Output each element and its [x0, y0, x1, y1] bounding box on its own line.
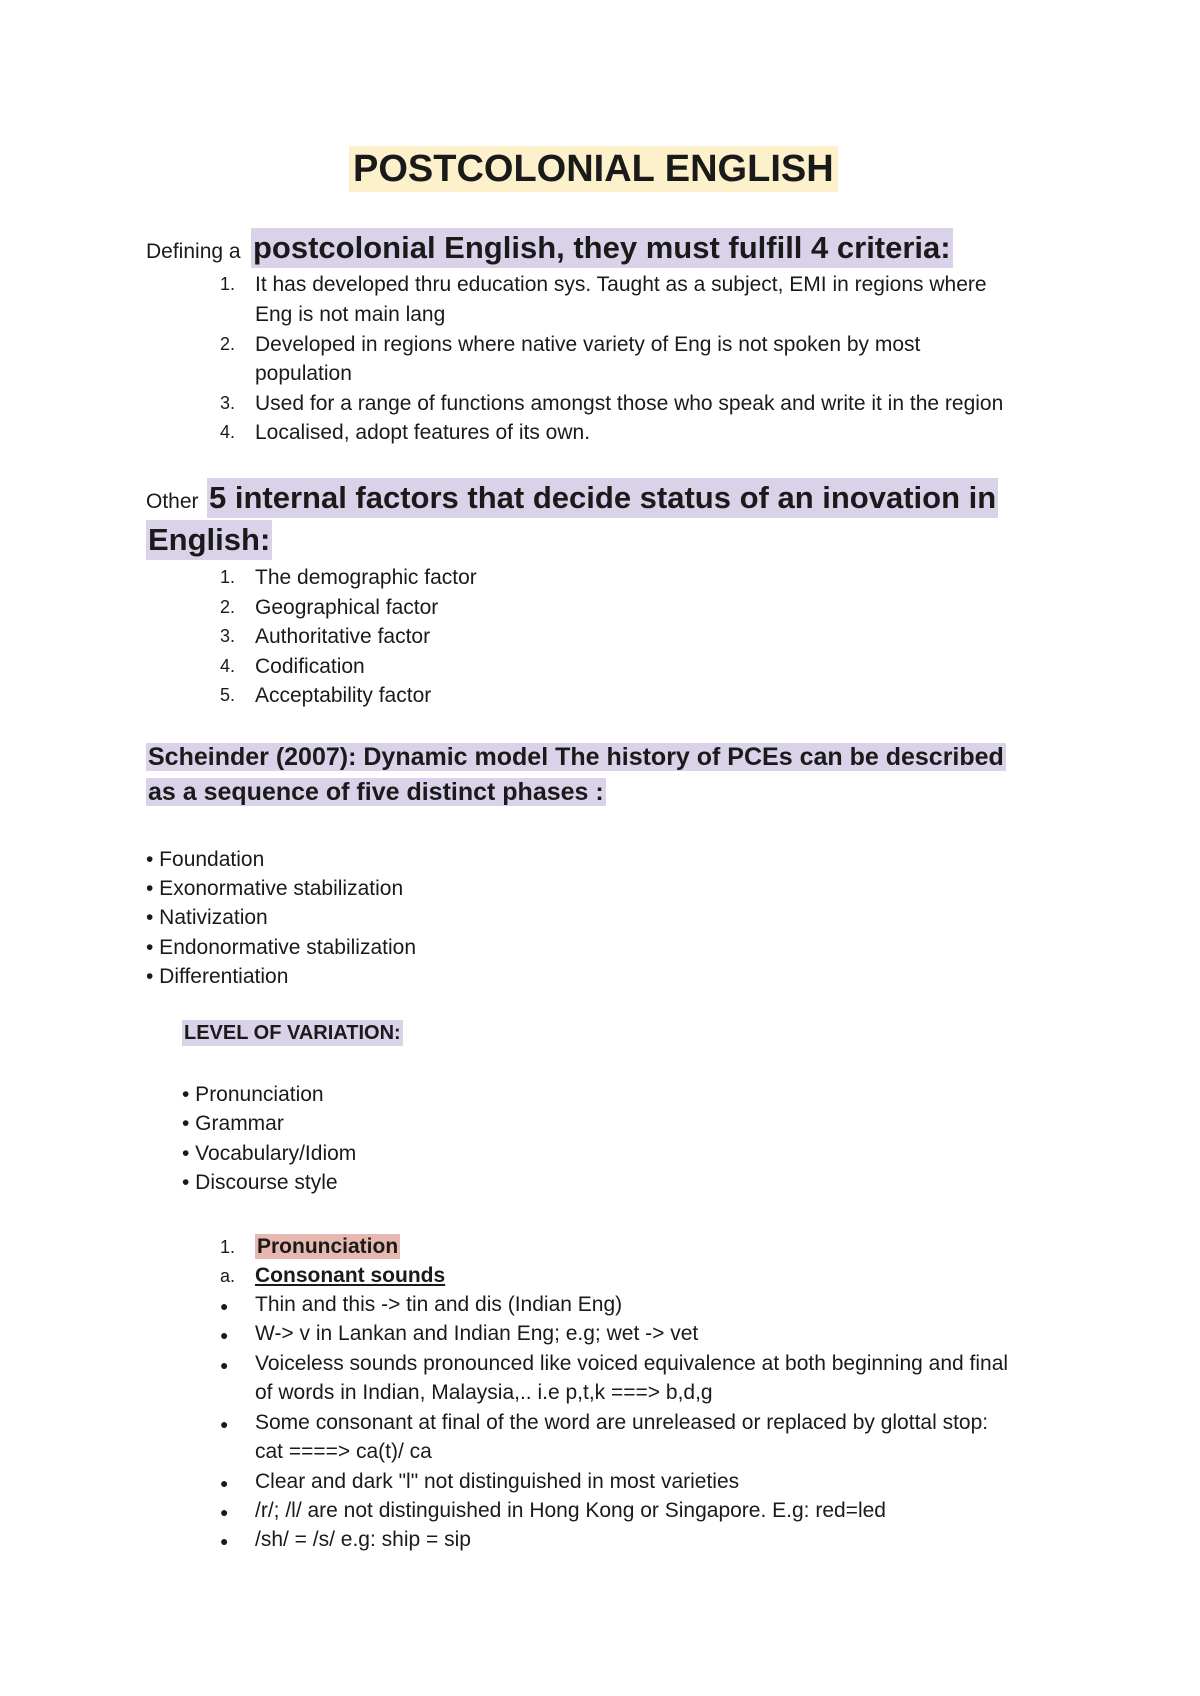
level-of-variation-text: LEVEL OF VARIATION:	[184, 1022, 401, 1044]
bullet-dot: ●	[220, 1327, 229, 1343]
document-title: POSTCOLONIAL ENGLISH	[349, 146, 838, 192]
bullet-text: Thin and this -> tin and dis (Indian Eng)	[255, 1293, 623, 1316]
level-item: • Discourse style	[182, 1171, 338, 1194]
list-number: 2.	[219, 334, 235, 354]
list-number: 3.	[219, 393, 235, 413]
list-item-text: Geographical factor	[255, 596, 439, 619]
section3-heading-line2-text: as a sequence of five distinct phases :	[148, 778, 604, 806]
list-item-text: The demographic factor	[255, 566, 477, 589]
bullet-text: /r/; /l/ are not distinguished in Hong Kong or Singapore. E.g: red=led	[255, 1499, 886, 1522]
section3-heading-line1	[146, 740, 1006, 774]
list-item-text: population	[255, 362, 352, 385]
bullet-dot: ●	[220, 1475, 229, 1491]
list-letter: a.	[219, 1266, 235, 1286]
bullet-text: W-> v in Lankan and Indian Eng; e.g; wet -> vet	[255, 1322, 699, 1345]
level-item: • Vocabulary/Idiom	[182, 1142, 357, 1165]
list-number: 1.	[219, 274, 235, 294]
bullet-text: Clear and dark "l" not distinguished in most varieties	[255, 1470, 740, 1493]
phase-item: • Nativization	[146, 906, 268, 929]
bullet-text: cat ====> ca(t)/ ca	[255, 1440, 432, 1463]
list-number: 4.	[219, 422, 235, 442]
phase-item: • Endonormative stabilization	[146, 936, 416, 959]
level-of-variation-heading	[182, 1022, 403, 1045]
list-item-text: Authoritative factor	[255, 625, 431, 648]
consonant-sounds-heading: Consonant sounds	[255, 1264, 446, 1287]
list-number: 1.	[219, 1237, 235, 1257]
level-item: • Pronunciation	[182, 1083, 324, 1106]
list-item-text: Eng is not main lang	[255, 303, 446, 326]
bullet-text: of words in Indian, Malaysia,.. i.e p,t,k ===> b,d,g	[255, 1381, 713, 1404]
section3-heading-line2	[146, 775, 606, 809]
phase-item: • Foundation	[146, 848, 265, 871]
list-item-text: It has developed thru education sys. Taught as a subject, EMI in regions where	[255, 273, 987, 296]
level-item: • Grammar	[182, 1112, 284, 1135]
section1-lead: Defining a	[146, 240, 241, 263]
pronunciation-text: Pronunciation	[257, 1235, 399, 1258]
bullet-dot: ●	[220, 1298, 229, 1314]
bullet-dot: ●	[220, 1416, 229, 1432]
list-number: 2.	[219, 597, 235, 617]
section1-heading: postcolonial English, they must fulfill 4 criteria:	[251, 228, 953, 268]
bullet-text: Some consonant at final of the word are unreleased or replaced by glottal stop:	[255, 1411, 989, 1434]
list-number: 5.	[219, 685, 235, 705]
bullet-text: /sh/ = /s/ e.g: ship = sip	[255, 1528, 471, 1551]
list-number: 1.	[219, 567, 235, 587]
phase-item: • Differentiation	[146, 965, 289, 988]
pronunciation-heading	[255, 1233, 400, 1261]
list-item-text: Developed in regions where native variety of Eng is not spoken by most	[255, 333, 921, 356]
section2-heading-line1: 5 internal factors that decide status of an inovation in	[207, 478, 998, 518]
section2-heading-line2: English:	[146, 520, 272, 560]
bullet-dot: ●	[220, 1533, 229, 1549]
list-number: 3.	[219, 626, 235, 646]
bullet-dot: ●	[220, 1504, 229, 1520]
bullet-text: Voiceless sounds pronounced like voiced equivalence at both beginning and final	[255, 1352, 1009, 1375]
list-item-text: Localised, adopt features of its own.	[255, 421, 591, 444]
phase-item: • Exonormative stabilization	[146, 877, 404, 900]
section2-lead: Other	[146, 490, 199, 513]
bullet-dot: ●	[220, 1357, 229, 1373]
list-item-text: Codification	[255, 655, 365, 678]
list-item-text: Acceptability factor	[255, 684, 432, 707]
section3-heading-line1-text: Scheinder (2007): Dynamic model The history of PCEs can be described	[148, 743, 1004, 771]
list-item-text: Used for a range of functions amongst those who speak and write it in the region	[255, 392, 1004, 415]
list-number: 4.	[219, 656, 235, 676]
